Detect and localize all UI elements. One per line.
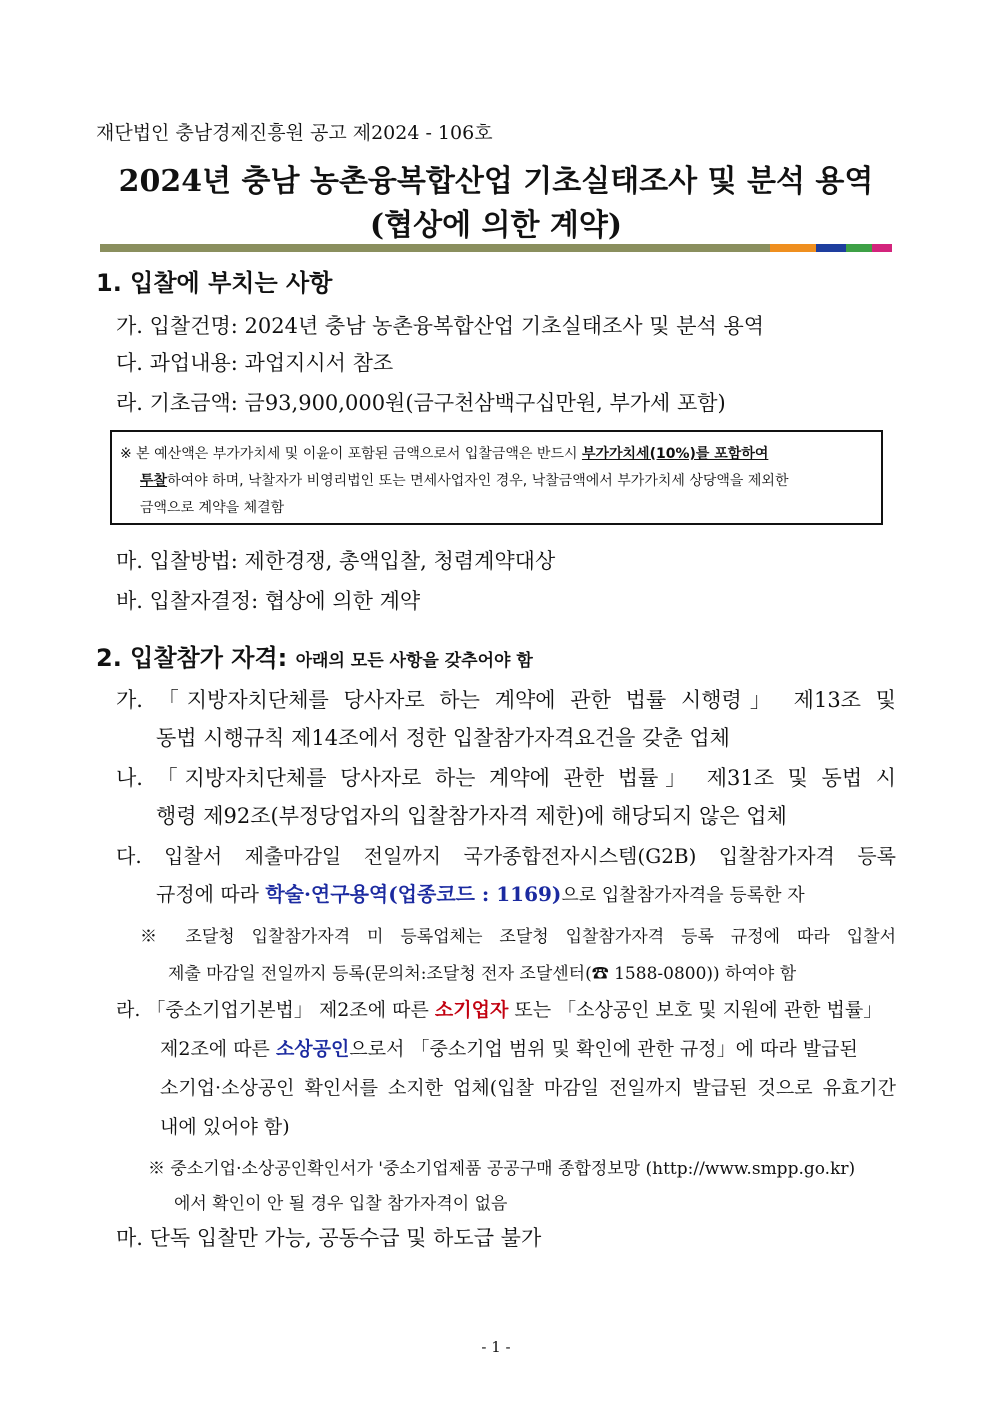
- section1-item-da: 다. 과업내용: 과업지시서 참조: [116, 351, 394, 375]
- budget-note-line2-text: 하여야 하며, 낙찰자가 비영리법인 또는 면세사업자인 경우, 낙찰금액에서 부가가치세 상당액을 제외한: [167, 473, 789, 489]
- section2-item-ra-line3: 소기업·소상공인 확인서를 소지한 업체(입찰 마감일 전일까지 발급된 것으로 유효기간: [160, 1077, 896, 1099]
- section2-da-note-line1: ※ 조달청 입찰참가자격 미 등록업체는 조달청 입찰참가자격 등록 규정에 따라 입찰서: [140, 927, 896, 947]
- document-title-line2: (협상에 의한 계약): [369, 208, 623, 243]
- section1-item-ma: 마. 입찰방법: 제한경쟁, 총액입찰, 청렴계약대상: [116, 549, 556, 573]
- budget-note-line1-text: ※ 본 예산액은 부가가치세 및 이윤이 포함된 금액으로서 입찰금액은 반드시: [120, 446, 582, 462]
- section2-item-ga-line2: 동법 시행규칙 제14조에서 정한 입찰참가자격요건을 갖춘 업체: [156, 726, 730, 750]
- section2-ra-note-line2: 에서 확인이 안 될 경우 입찰 참가자격이 없음: [174, 1194, 508, 1214]
- section2-ra-note-line1: ※ 중소기업·소상공인확인서가 '중소기업제품 공공구매 종합정보망 (http://www.smpp.go.kr): [148, 1159, 856, 1179]
- section1-item-ra: 라. 기초금액: 금93,900,000원(금구천삼백구십만원, 부가세 포함): [116, 391, 726, 415]
- section2-item-ga-line1: 가. 「지방자치단체를 당사자로 하는 계약에 관한 법률 시행령」 제13조 및: [116, 688, 896, 712]
- small-merchant-emphasis: 소상공인: [275, 1038, 350, 1060]
- da-line2-prefix: 규정에 따라: [156, 882, 266, 906]
- da-line2-suffix: 으로 입찰참가자격을 등록한 자: [561, 885, 805, 906]
- industry-code-emphasis: 학술·연구용역(업종코드 : 1169): [265, 882, 562, 906]
- page-number: - 1 -: [481, 1338, 511, 1356]
- section1-item-ga: 가. 입찰건명: 2024년 충남 농촌융복합산업 기초실태조사 및 분석 용역: [116, 314, 765, 338]
- section2-heading-text: 2. 입찰참가 자격:: [96, 644, 288, 672]
- section2-item-ra-line4: 내에 있어야 함): [160, 1116, 290, 1138]
- budget-note-box: [110, 430, 883, 525]
- divider-accent-green: [846, 244, 872, 252]
- small-business-emphasis: 소기업자: [434, 999, 509, 1021]
- ra-line1-suffix: 또는 「소상공인 보호 및 지원에 관한 법률」: [508, 999, 883, 1021]
- budget-note-line2: [140, 470, 788, 490]
- title-divider: [100, 244, 892, 252]
- divider-accent-blue: [816, 244, 846, 252]
- section1-heading: 1. 입찰에 부치는 사항: [96, 269, 333, 297]
- section2-subheading: 아래의 모든 사항을 갖추어야 함: [295, 651, 533, 671]
- section2-item-ma: 마. 단독 입찰만 가능, 공동수급 및 하도급 불가: [116, 1226, 542, 1250]
- divider-accent-orange: [770, 244, 816, 252]
- bid-emphasis: 투찰: [140, 473, 168, 489]
- ra-line2-suffix: 으로서 「중소기업 범위 및 확인에 관한 규정」에 따라 발급된: [349, 1038, 858, 1060]
- section2-item-na-line2: 행령 제92조(부정당업자의 입찰참가자격 제한)에 해당되지 않은 업체: [156, 804, 787, 828]
- section2-item-ra-line2: [160, 1034, 858, 1061]
- document-title-line1: 2024년 충남 농촌융복합산업 기초실태조사 및 분석 용역: [118, 164, 874, 199]
- vat-included-emphasis: 부가가치세(10%)를 포함하여: [581, 446, 769, 462]
- section2-item-ra-line1: [116, 995, 882, 1022]
- divider-accent-pink: [872, 244, 892, 252]
- budget-note-line1: [120, 443, 768, 463]
- budget-note-line3: 금액으로 계약을 체결함: [140, 500, 285, 516]
- ra-line1-prefix: 라. 「중소기업기본법」 제2조에 따른: [116, 999, 435, 1021]
- notice-number: 재단법인 충남경제진흥원 공고 제2024 - 106호: [96, 122, 493, 144]
- section2-item-da-line2: [156, 878, 805, 907]
- ra-line2-prefix: 제2조에 따른: [160, 1038, 276, 1060]
- section2-heading: [96, 638, 533, 673]
- section2-item-da-line1: 다. 입찰서 제출마감일 전일까지 국가종합전자시스템(G2B) 입찰참가자격 등록: [116, 844, 896, 868]
- section2-item-na-line1: 나. 「지방자치단체를 당사자로 하는 계약에 관한 법률」 제31조 및 동법 시: [116, 766, 896, 790]
- section1-item-ba: 바. 입찰자결정: 협상에 의한 계약: [116, 589, 421, 613]
- section2-da-note-line2: 제출 마감일 전일까지 등록(문의처:조달청 전자 조달센터(☎ 1588-0800)) 하여야 함: [168, 964, 797, 984]
